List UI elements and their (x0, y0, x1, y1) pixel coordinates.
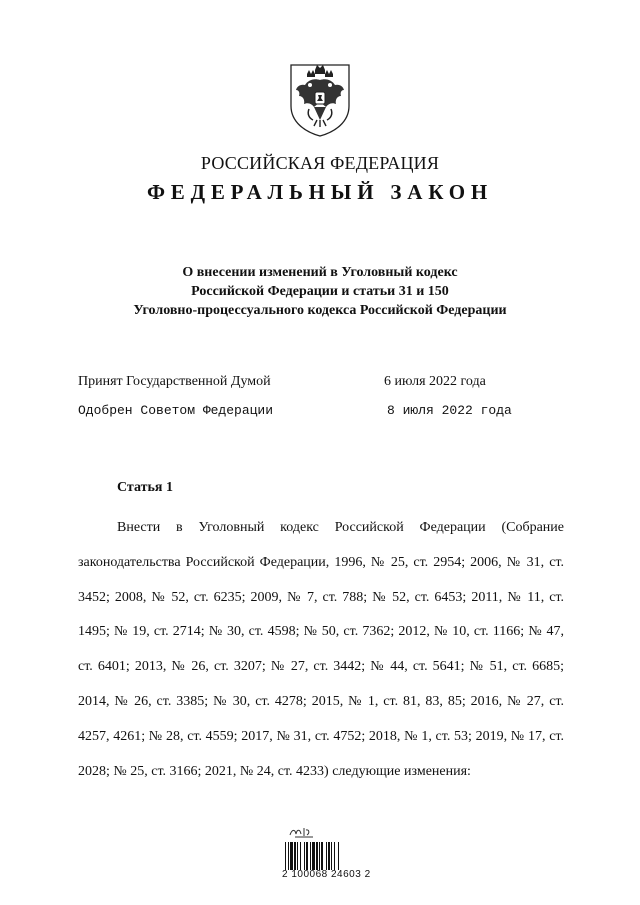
law-title-line-3: Уголовно-процессуального кодекса Российской Федерации (133, 303, 507, 318)
article-body-text: Внести в Уголовный кодекс Российской Федерации (Собрание законодательства Российской Федерации, 1996, № 25, ст. 2954; 2006, № 31, ст. 3452; 2008, № 52, ст. 6235; 2009, № 7, ст. 788; № 52, ст. 6453; 2011, № 11, ст. 1495; № 19, ст. 2714; № 30, ст. 4598; № 50, ст. 7362; 2012, № 10, ст. 1166; № 47, ст. 6401; 2013, № 26, ст. 3207; № 27, ст. 3442; № 44, ст. 5641; № 51, ст. 6685; 2014, № 26, ст. 3385; № 30, ст. 4278; 2015, № 1, ст. 81, 83, 85; 2016, № 27, ст. 4257, 4261; № 28, ст. 4559; 2017, № 31, ст. 4752; 2018, № 1, ст. 53; 2019, № 17, ст. 2028; № 25, ст. 3166; 2021, № 24, ст. 4233) следующие изменения: (78, 520, 564, 779)
council-approval-date: 8 июля 2022 года (387, 403, 512, 418)
article-heading: Статья 1 (117, 480, 173, 495)
stamp-mark-icon (287, 825, 357, 839)
law-title-line-2: Российской Федерации и статьи 31 и 150 (191, 284, 449, 299)
law-title (0, 263, 640, 320)
duma-adoption-row (78, 374, 486, 390)
barcode (284, 842, 360, 870)
document-type: ФЕДЕРАЛЬНЫЙ ЗАКОН (146, 180, 494, 204)
duma-adoption-label: Принят Государственной Думой (78, 374, 271, 389)
country-name: РОССИЙСКАЯ ФЕДЕРАЦИЯ (200, 153, 440, 173)
barcode-number: 2 100068 24603 2 (282, 869, 371, 880)
state-emblem (287, 62, 353, 138)
barcode-icon (284, 842, 360, 870)
law-title-line-1: О внесении изменений в Уголовный кодекс (182, 265, 458, 280)
council-approval-label: Одобрен Советом Федерации (78, 403, 274, 418)
duma-adoption-date: 6 июля 2022 года (384, 374, 486, 389)
council-approval-row (78, 403, 512, 418)
double-headed-eagle-icon (287, 62, 353, 138)
registration-stamp (287, 825, 357, 839)
